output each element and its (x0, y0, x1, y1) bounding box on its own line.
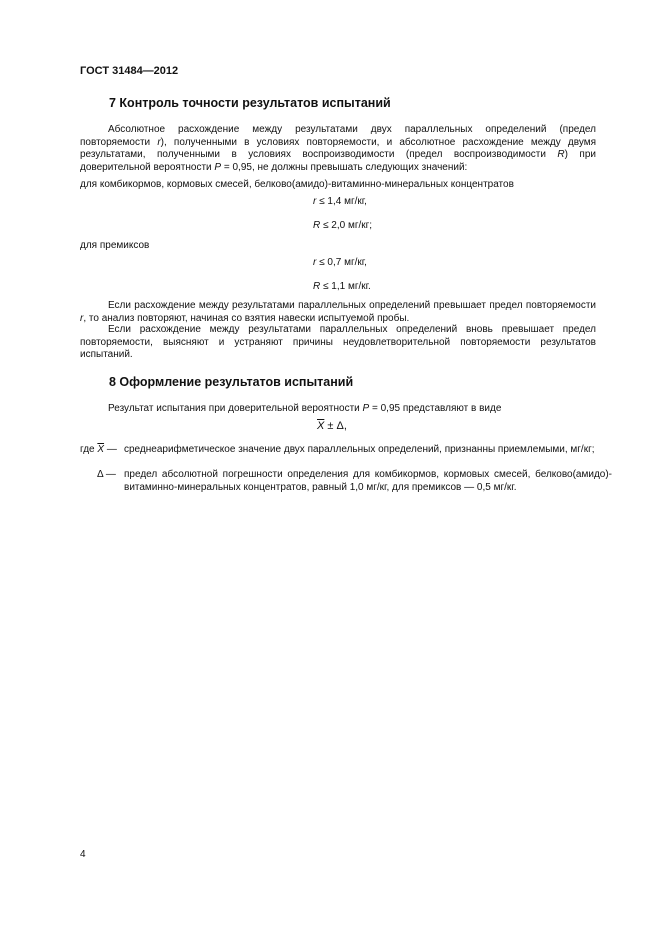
legend-term-delta: Δ — (97, 469, 116, 480)
subheading-feed: для комбикормов, кормовых смесей, белково(амидо)-витаминно-минеральных концентратов (80, 179, 514, 190)
formula-premix-reproducibility: R ≤ 1,1 мг/кг. (313, 281, 371, 292)
result-formula: $\overline{X} \pm \Delta$, (317, 420, 347, 432)
formula-feed-repeatability: r ≤ 1,4 мг/кг, (313, 196, 367, 207)
section-7-paragraph-1: Абсолютное расхождение между результатами двух параллельных определений (предел повторяемости r), полученными в условиях повторяемости, и абсолютное расхождение между двумя результатами, полученными в условиях воспроизводимости (предел воспроизводимости R) при доверительной вероятности P = 0,95, не должны превышать следующих значений: (80, 124, 597, 173)
legend-term-mean: где $\overline{X}$ — (80, 444, 117, 455)
section-7-title: 7 Контроль точности результатов испытаний (109, 96, 391, 110)
section-8-paragraph-1: Результат испытания при доверительной вероятности P = 0,95 представляют в виде (108, 403, 502, 414)
legend-text-mean: среднеарифметическое значение двух параллельных определений, признанны приемлемыми, мг/кг; (124, 444, 595, 455)
standard-code-header: ГОСТ 31484—2012 (80, 65, 179, 77)
legend-text-delta: предел абсолютной погрешности определения для комбикормов, кормовых смесей, белково(амидо)-витаминно-минеральных концентратов, равный 1,0 мг/кг, для премиксов — 0,5 мг/кг. (124, 469, 612, 493)
subheading-premix: для премиксов (80, 240, 150, 251)
page-number: 4 (80, 849, 86, 860)
formula-premix-repeatability: r ≤ 0,7 мг/кг, (313, 257, 367, 268)
section-8-title: 8 Оформление результатов испытаний (109, 375, 354, 389)
section-7-paragraph-3: Если расхождение между результатами параллельных определений вновь превышает предел повторяемости, выясняют и устраняют причины неудовлетворительной повторяемости результатов испытаний. (80, 324, 596, 360)
formula-feed-reproducibility: R ≤ 2,0 мг/кг; (313, 220, 373, 231)
section-7-paragraph-2: Если расхождение между результатами параллельных определений превышает предел повторяемости r, то анализ повторяют, начиная со взятия навески испытуемой пробы. (80, 300, 596, 324)
